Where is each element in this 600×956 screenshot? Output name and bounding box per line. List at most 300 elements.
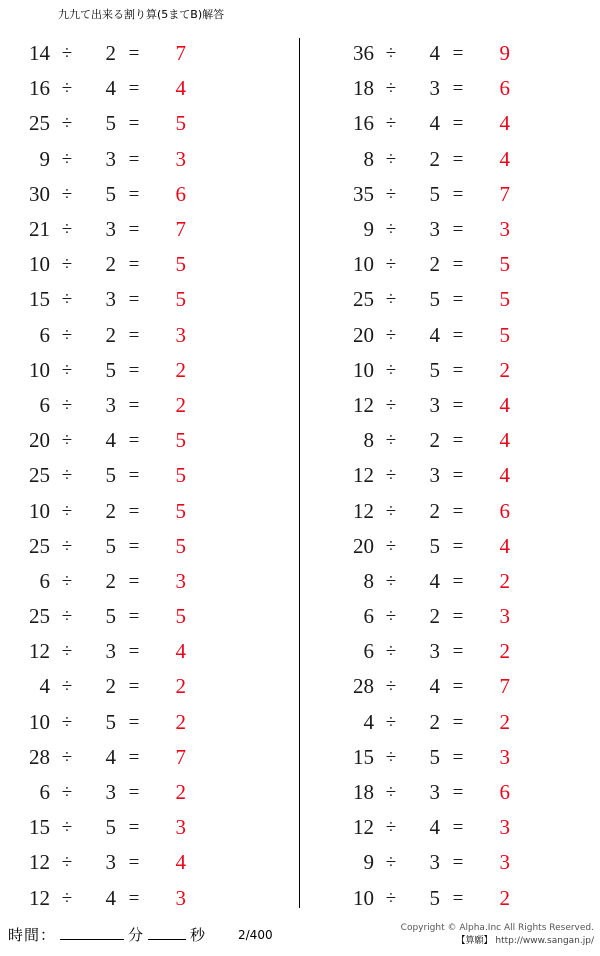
problem-row (0, 177, 300, 212)
dividend: 9 (363, 217, 374, 242)
answer-value: 5 (175, 287, 186, 312)
copyright-block (401, 922, 594, 948)
divisor: 3 (105, 392, 116, 417)
problem-row (328, 142, 600, 177)
equals-icon: = (452, 782, 464, 804)
divide-icon: ÷ (385, 148, 397, 170)
answer-value: 4 (499, 146, 510, 171)
dividend: 12 (353, 815, 374, 840)
answer-value: 4 (499, 463, 510, 488)
dividend: 28 (29, 744, 50, 769)
problem-row (0, 247, 300, 282)
equals-icon: = (452, 430, 464, 452)
divide-icon: ÷ (61, 254, 73, 276)
divide-icon: ÷ (61, 430, 73, 452)
problem-row (328, 423, 600, 458)
equals-icon: = (452, 641, 464, 663)
answer-value: 3 (499, 850, 510, 875)
divide-icon: ÷ (61, 817, 73, 839)
divisor: 5 (105, 463, 116, 488)
answer-value: 5 (175, 533, 186, 558)
dividend: 12 (353, 463, 374, 488)
problem-row (0, 740, 300, 775)
dividend: 9 (363, 850, 374, 875)
problem-row (328, 318, 600, 353)
divisor: 3 (429, 392, 440, 417)
problem-row (0, 106, 300, 141)
answer-value: 4 (175, 639, 186, 664)
divide-icon: ÷ (385, 852, 397, 874)
divisor: 2 (105, 674, 116, 699)
divisor: 5 (429, 357, 440, 382)
dividend: 25 (29, 604, 50, 629)
problem-row (0, 705, 300, 740)
answer-value: 5 (175, 604, 186, 629)
answer-value: 4 (175, 76, 186, 101)
page-footer (0, 918, 600, 956)
equals-icon: = (128, 465, 140, 487)
equals-icon: = (128, 782, 140, 804)
dividend: 6 (39, 392, 50, 417)
dividend: 8 (363, 146, 374, 171)
divisor: 2 (105, 498, 116, 523)
problem-row (0, 634, 300, 669)
dividend: 25 (353, 287, 374, 312)
answer-value: 3 (175, 815, 186, 840)
equals-icon: = (452, 324, 464, 346)
answer-value: 7 (175, 744, 186, 769)
divisor: 3 (105, 780, 116, 805)
dividend: 12 (29, 885, 50, 910)
equals-icon: = (128, 113, 140, 135)
dividend: 12 (29, 850, 50, 875)
problem-row (328, 71, 600, 106)
problem-row (328, 529, 600, 564)
divide-icon: ÷ (385, 113, 397, 135)
answer-value: 2 (499, 709, 510, 734)
dividend: 16 (353, 111, 374, 136)
divisor: 2 (429, 498, 440, 523)
minutes-unit: 分 (128, 926, 145, 944)
divide-icon: ÷ (385, 746, 397, 768)
problem-row (328, 564, 600, 599)
equals-icon: = (452, 148, 464, 170)
divisor: 3 (105, 639, 116, 664)
answer-value: 5 (499, 252, 510, 277)
dividend: 6 (363, 604, 374, 629)
equals-icon: = (128, 570, 140, 592)
page-title: 九九て出来る割り算(5まてB)解答 (58, 8, 225, 21)
answer-value: 6 (499, 76, 510, 101)
dividend: 8 (363, 428, 374, 453)
copyright-text: Copyright © Alpha.Inc All Rights Reserved. (400, 923, 594, 933)
divisor: 2 (105, 252, 116, 277)
dividend: 6 (39, 322, 50, 347)
equals-icon: = (452, 746, 464, 768)
problem-row (0, 142, 300, 177)
column-divider (299, 38, 300, 908)
dividend: 10 (353, 357, 374, 382)
time-record-field (8, 924, 206, 945)
answer-value: 2 (499, 639, 510, 664)
problem-row (0, 388, 300, 423)
dividend: 9 (39, 146, 50, 171)
divisor: 3 (429, 217, 440, 242)
problem-row (0, 423, 300, 458)
problem-row (328, 881, 600, 916)
dividend: 35 (353, 181, 374, 206)
problem-row (328, 36, 600, 71)
divisor: 5 (105, 604, 116, 629)
divide-icon: ÷ (385, 430, 397, 452)
divisor: 3 (105, 850, 116, 875)
divisor: 4 (105, 428, 116, 453)
divisor: 3 (429, 780, 440, 805)
problem-row (0, 493, 300, 528)
divisor: 2 (429, 252, 440, 277)
problem-row (0, 564, 300, 599)
dividend: 18 (353, 76, 374, 101)
problem-row (0, 881, 300, 916)
answer-value: 5 (175, 252, 186, 277)
equals-icon: = (452, 500, 464, 522)
divisor: 5 (429, 744, 440, 769)
dividend: 18 (353, 780, 374, 805)
dividend: 25 (29, 533, 50, 558)
divide-icon: ÷ (385, 78, 397, 100)
dividend: 10 (29, 709, 50, 734)
dividend: 6 (39, 780, 50, 805)
equals-icon: = (128, 78, 140, 100)
problem-row (328, 775, 600, 810)
dividend: 14 (29, 41, 50, 66)
divide-icon: ÷ (61, 113, 73, 135)
divide-icon: ÷ (61, 782, 73, 804)
dividend: 20 (29, 428, 50, 453)
equals-icon: = (128, 148, 140, 170)
problem-row (328, 212, 600, 247)
divisor: 5 (105, 815, 116, 840)
answer-value: 5 (175, 498, 186, 523)
dividend: 6 (39, 568, 50, 593)
divide-icon: ÷ (61, 183, 73, 205)
equals-icon: = (452, 817, 464, 839)
dividend: 8 (363, 568, 374, 593)
answer-value: 3 (175, 885, 186, 910)
problem-row (328, 845, 600, 880)
divide-icon: ÷ (385, 641, 397, 663)
problem-row (328, 282, 600, 317)
answer-value: 5 (499, 287, 510, 312)
divide-icon: ÷ (61, 324, 73, 346)
answer-value: 4 (175, 850, 186, 875)
answer-value: 2 (175, 709, 186, 734)
divisor: 5 (105, 357, 116, 382)
equals-icon: = (128, 289, 140, 311)
dividend: 15 (29, 287, 50, 312)
answer-value: 2 (175, 780, 186, 805)
equals-icon: = (452, 183, 464, 205)
dividend: 20 (353, 322, 374, 347)
dividend: 36 (353, 41, 374, 66)
equals-icon: = (452, 465, 464, 487)
equals-icon: = (452, 254, 464, 276)
divide-icon: ÷ (385, 782, 397, 804)
equals-icon: = (452, 570, 464, 592)
divisor: 5 (105, 709, 116, 734)
problem-row (0, 458, 300, 493)
divide-icon: ÷ (385, 676, 397, 698)
divide-icon: ÷ (385, 465, 397, 487)
dividend: 25 (29, 111, 50, 136)
answer-value: 7 (499, 181, 510, 206)
answer-value: 2 (499, 357, 510, 382)
divisor: 4 (429, 322, 440, 347)
equals-icon: = (452, 43, 464, 65)
answer-value: 5 (175, 463, 186, 488)
equals-icon: = (128, 711, 140, 733)
divisor: 2 (429, 146, 440, 171)
dividend: 4 (363, 709, 374, 734)
divide-icon: ÷ (385, 535, 397, 557)
problem-row (0, 775, 300, 810)
problem-row (328, 177, 600, 212)
seconds-blank[interactable] (148, 926, 186, 940)
problem-row (328, 247, 600, 282)
equals-icon: = (128, 43, 140, 65)
divide-icon: ÷ (385, 500, 397, 522)
divide-icon: ÷ (61, 711, 73, 733)
problem-row (328, 740, 600, 775)
problem-column-right (300, 36, 600, 916)
answer-value: 3 (499, 815, 510, 840)
minutes-blank[interactable] (60, 926, 124, 940)
equals-icon: = (452, 676, 464, 698)
problem-row (0, 36, 300, 71)
divide-icon: ÷ (385, 606, 397, 628)
problem-row (0, 353, 300, 388)
problem-row (0, 71, 300, 106)
divisor: 2 (429, 709, 440, 734)
divide-icon: ÷ (61, 148, 73, 170)
divide-icon: ÷ (385, 570, 397, 592)
answer-value: 4 (499, 533, 510, 558)
divide-icon: ÷ (61, 570, 73, 592)
equals-icon: = (452, 606, 464, 628)
equals-icon: = (128, 183, 140, 205)
equals-icon: = (128, 887, 140, 909)
answer-value: 2 (499, 885, 510, 910)
divisor: 2 (429, 428, 440, 453)
divide-icon: ÷ (385, 254, 397, 276)
dividend: 10 (353, 252, 374, 277)
divisor: 3 (429, 850, 440, 875)
answer-value: 6 (175, 181, 186, 206)
page-number: 2/400 (238, 928, 273, 942)
divisor: 5 (105, 533, 116, 558)
divide-icon: ÷ (61, 852, 73, 874)
dividend: 15 (29, 815, 50, 840)
dividend: 15 (353, 744, 374, 769)
equals-icon: = (452, 711, 464, 733)
time-label-prefix: 時間： (8, 926, 57, 944)
divide-icon: ÷ (61, 500, 73, 522)
divide-icon: ÷ (61, 289, 73, 311)
divisor: 2 (105, 322, 116, 347)
dividend: 12 (353, 498, 374, 523)
equals-icon: = (128, 641, 140, 663)
equals-icon: = (128, 500, 140, 522)
equals-icon: = (128, 606, 140, 628)
divide-icon: ÷ (61, 887, 73, 909)
divisor: 5 (429, 885, 440, 910)
answer-value: 3 (175, 322, 186, 347)
problem-row (328, 458, 600, 493)
problem-row (328, 810, 600, 845)
divide-icon: ÷ (61, 43, 73, 65)
dividend: 16 (29, 76, 50, 101)
problem-column-left (0, 36, 300, 916)
equals-icon: = (452, 289, 464, 311)
answer-value: 7 (175, 217, 186, 242)
answer-value: 2 (175, 674, 186, 699)
dividend: 10 (29, 357, 50, 382)
equals-icon: = (128, 676, 140, 698)
dividend: 28 (353, 674, 374, 699)
dividend: 30 (29, 181, 50, 206)
brand-label: 【算願】 (456, 936, 493, 947)
divisor: 4 (105, 744, 116, 769)
problem-row (0, 599, 300, 634)
divide-icon: ÷ (61, 78, 73, 100)
equals-icon: = (452, 78, 464, 100)
divide-icon: ÷ (385, 43, 397, 65)
answer-value: 3 (175, 568, 186, 593)
divisor: 4 (105, 885, 116, 910)
divide-icon: ÷ (61, 676, 73, 698)
problem-columns (0, 36, 600, 916)
answer-value: 3 (499, 217, 510, 242)
divisor: 5 (429, 287, 440, 312)
equals-icon: = (452, 852, 464, 874)
problem-row (328, 669, 600, 704)
answer-value: 7 (499, 674, 510, 699)
equals-icon: = (128, 219, 140, 241)
dividend: 10 (29, 498, 50, 523)
problem-row (0, 212, 300, 247)
equals-icon: = (452, 394, 464, 416)
divisor: 4 (429, 674, 440, 699)
answer-value: 3 (499, 604, 510, 629)
equals-icon: = (128, 254, 140, 276)
dividend: 4 (39, 674, 50, 699)
dividend: 20 (353, 533, 374, 558)
answer-value: 5 (499, 322, 510, 347)
problem-row (328, 705, 600, 740)
problem-row (0, 529, 300, 564)
divisor: 4 (429, 815, 440, 840)
dividend: 12 (353, 392, 374, 417)
dividend: 6 (363, 639, 374, 664)
answer-value: 9 (499, 41, 510, 66)
divide-icon: ÷ (385, 289, 397, 311)
divisor: 2 (429, 604, 440, 629)
answer-value: 7 (175, 41, 186, 66)
answer-value: 2 (175, 357, 186, 382)
divide-icon: ÷ (61, 219, 73, 241)
site-url[interactable]: http://www.sangan.jp/ (495, 936, 594, 947)
answer-value: 3 (175, 146, 186, 171)
problem-row (0, 845, 300, 880)
divide-icon: ÷ (61, 465, 73, 487)
problem-row (328, 599, 600, 634)
divisor: 4 (429, 111, 440, 136)
equals-icon: = (452, 887, 464, 909)
divisor: 3 (105, 287, 116, 312)
divisor: 3 (429, 639, 440, 664)
answer-value: 4 (499, 392, 510, 417)
answer-value: 5 (175, 111, 186, 136)
seconds-unit: 秒 (190, 926, 207, 944)
divisor: 5 (105, 181, 116, 206)
problem-row (0, 282, 300, 317)
equals-icon: = (128, 394, 140, 416)
dividend: 21 (29, 217, 50, 242)
divide-icon: ÷ (385, 183, 397, 205)
divisor: 5 (429, 181, 440, 206)
equals-icon: = (452, 219, 464, 241)
divide-icon: ÷ (385, 219, 397, 241)
divisor: 2 (105, 41, 116, 66)
dividend: 10 (353, 885, 374, 910)
problem-row (328, 106, 600, 141)
answer-value: 2 (175, 392, 186, 417)
divide-icon: ÷ (385, 359, 397, 381)
problem-row (328, 493, 600, 528)
dividend: 25 (29, 463, 50, 488)
equals-icon: = (128, 852, 140, 874)
answer-value: 2 (499, 568, 510, 593)
divisor: 3 (429, 76, 440, 101)
problem-row (328, 353, 600, 388)
equals-icon: = (452, 359, 464, 381)
divide-icon: ÷ (385, 711, 397, 733)
divisor: 4 (105, 76, 116, 101)
problem-row (328, 388, 600, 423)
equals-icon: = (452, 113, 464, 135)
divisor: 4 (429, 568, 440, 593)
problem-row (328, 634, 600, 669)
copyright-url-line (401, 935, 594, 948)
divisor: 3 (105, 217, 116, 242)
equals-icon: = (128, 359, 140, 381)
equals-icon: = (128, 535, 140, 557)
equals-icon: = (128, 430, 140, 452)
answer-value: 5 (175, 428, 186, 453)
dividend: 10 (29, 252, 50, 277)
divide-icon: ÷ (385, 887, 397, 909)
dividend: 12 (29, 639, 50, 664)
answer-value: 6 (499, 780, 510, 805)
problem-row (0, 810, 300, 845)
divide-icon: ÷ (61, 359, 73, 381)
divisor: 3 (429, 463, 440, 488)
answer-value: 6 (499, 498, 510, 523)
divisor: 2 (105, 568, 116, 593)
problem-row (0, 669, 300, 704)
equals-icon: = (452, 535, 464, 557)
answer-value: 4 (499, 428, 510, 453)
